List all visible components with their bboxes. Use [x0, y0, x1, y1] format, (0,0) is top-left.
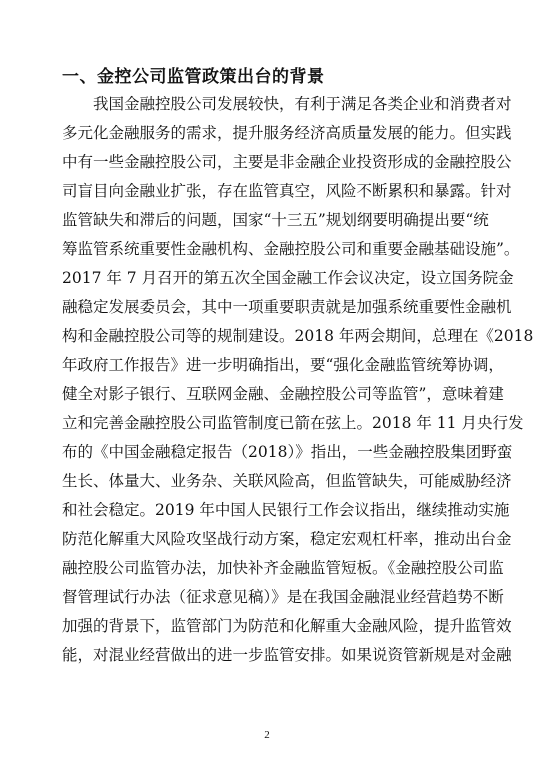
- text-line: 布的《中国金融稳定报告（2018）》指出，一些金融控股集团野蛮: [62, 443, 513, 461]
- body-paragraph: [62, 90, 534, 670]
- text-line: 督管理试行办法（征求意见稿）》是在我国金融混业经营趋势不断: [62, 588, 504, 606]
- text-line: 2017 年 7 月召开的第五次全国金融工作会议决定，设立国务院金: [62, 269, 514, 287]
- text-line: 健全对影子银行、互联网金融、金融控股公司等监管”，意味着建: [62, 385, 504, 403]
- text-line: 司盲目向金融业扩张，存在监管真空，风险不断累积和暴露。针对: [62, 182, 512, 200]
- text-line: 年政府工作报告》进一步明确指出，要“强化金融监管统筹协调，: [62, 356, 504, 374]
- text-line: 能，对混业经营做出的进一步监管安排。如果说资管新规是对金融: [62, 646, 512, 664]
- page-number: 2: [264, 729, 270, 741]
- text-line: 生长、体量大、业务杂、关联风险高，但监管缺失，可能威胁经济: [62, 472, 512, 490]
- text-line: 监管缺失和滞后的问题，国家“十三五”规划纲要明确提出要“统: [62, 211, 489, 229]
- text-line: 中有一些金融控股公司，主要是非金融企业投资形成的金融控股公: [62, 153, 512, 171]
- text-line: 立和完善金融控股公司监管制度已箭在弦上。2018 年 11 月央行发: [62, 414, 524, 432]
- text-line: 筹监管系统重要性金融机构、金融控股公司和重要金融基础设施”。: [62, 240, 520, 258]
- text-line: 融稳定发展委员会，其中一项重要职责就是加强系统重要性金融机: [62, 298, 512, 316]
- section-heading: 一、金控公司监管政策出台的背景: [62, 67, 325, 87]
- text-line: 构和金融控股公司等的规制建设。2018 年两会期间，总理在《2018: [62, 327, 534, 345]
- text-line: 防范化解重大风险攻坚战行动方案，稳定宏观杠杆率，推动出台金: [62, 530, 512, 548]
- text-line: 融控股公司监管办法，加快补齐金融监管短板。《金融控股公司监: [62, 559, 504, 577]
- text-line: 和社会稳定。2019 年中国人民银行工作会议指出，继续推动实施: [62, 501, 510, 519]
- text-line: 我国金融控股公司发展较快，有利于满足各类企业和消费者对: [93, 95, 512, 113]
- text-line: 多元化金融服务的需求，提升服务经济高质量发展的能力。但实践: [62, 124, 512, 142]
- text-line: 加强的背景下，监管部门为防范和化解重大金融风险，提升监管效: [62, 617, 512, 635]
